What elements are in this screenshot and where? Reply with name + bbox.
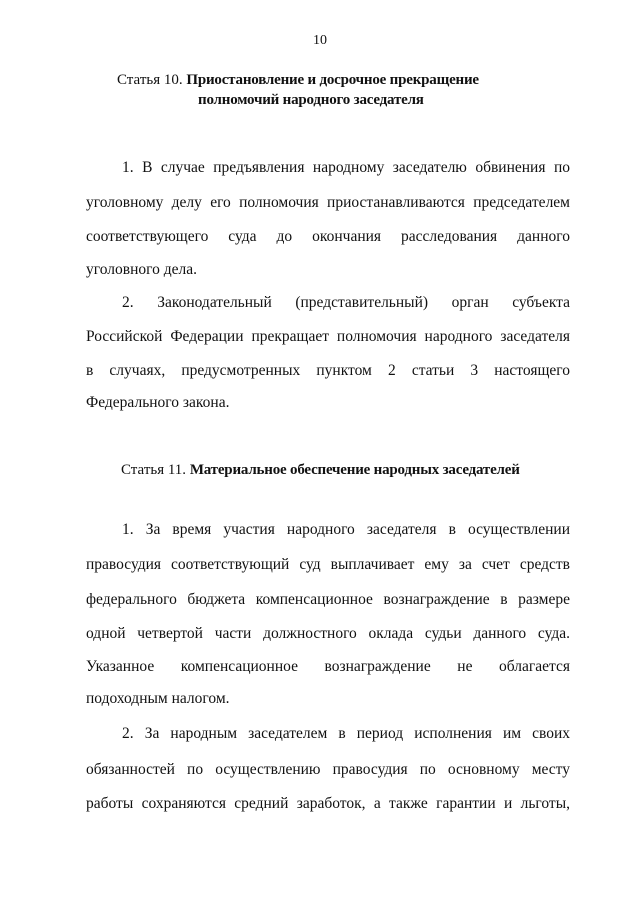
article-10-p1-line2: уголовному делу его полномочия приостанавливаются председателем: [86, 194, 570, 211]
article-11-p2-line1: 2. За народным заседателем в период исполнения им своих: [122, 725, 570, 742]
article-10-title-line2: полномочий народного заседателя: [198, 92, 424, 108]
article-11-p1-line3: федерального бюджета компенсационное вознаграждение в размере: [86, 591, 570, 608]
page-number: 10: [313, 33, 327, 48]
article-10-p2-line4: Федерального закона.: [86, 394, 230, 411]
article-11-heading: [121, 460, 520, 480]
article-11-p2-line3: работы сохраняются средний заработок, а также гарантии и льготы,: [86, 795, 570, 812]
article-10-p1-line3: соответствующего суда до окончания расследования данного: [86, 228, 570, 245]
article-10-p1-line4: уголовного дела.: [86, 261, 197, 278]
article-11-prefix: Статья 11.: [121, 462, 187, 478]
article-11-p1-line4: одной четвертой части должностного оклада судьи данного суда.: [86, 625, 570, 642]
article-10-prefix: Статья 10.: [117, 72, 183, 88]
article-10-p2-line3: в случаях, предусмотренных пунктом 2 статьи 3 настоящего: [86, 362, 570, 379]
article-11-p1-line6: подоходным налогом.: [86, 690, 230, 707]
article-11-p1-line2: правосудия соответствующий суд выплачивает ему за счет средств: [86, 556, 570, 573]
article-11-p2-line2: обязанностей по осуществлению правосудия по основному месту: [86, 761, 570, 778]
article-10-p2-line1: 2. Законодательный (представительный) орган субъекта: [122, 294, 570, 311]
article-10-title-line1: Приостановление и досрочное прекращение: [186, 72, 479, 88]
article-11-title-line1: Материальное обеспечение народных заседателей: [189, 462, 520, 478]
article-10-p1-line1: 1. В случае предъявления народному заседателю обвинения по: [122, 159, 570, 176]
article-10-heading: [117, 70, 479, 90]
article-11-p1-line5: Указанное компенсационное вознаграждение не облагается: [86, 658, 570, 675]
article-10-p2-line2: Российской Федерации прекращает полномочия народного заседателя: [86, 328, 570, 345]
article-11-p1-line1: 1. За время участия народного заседателя в осуществлении: [122, 521, 570, 538]
